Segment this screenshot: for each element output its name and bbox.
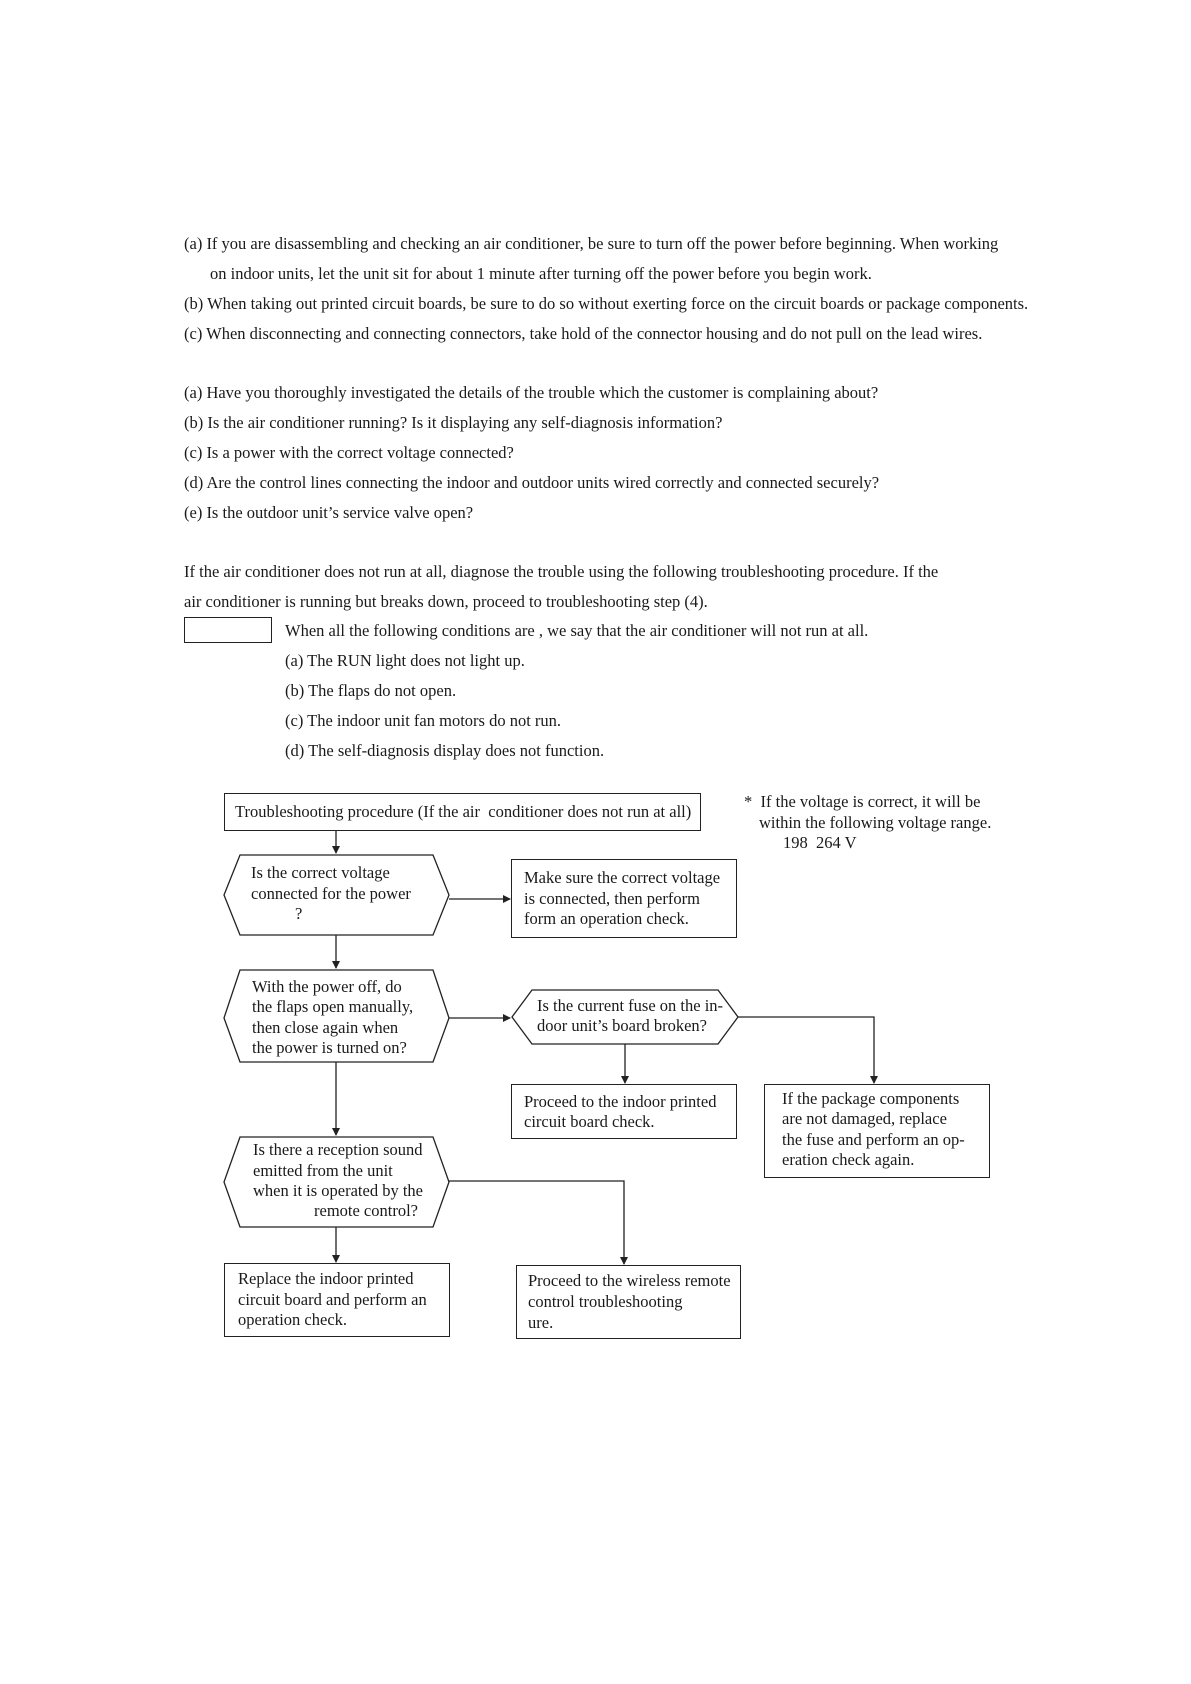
flowchart-title: Troubleshooting procedure (If the air conditioner does not run at all) <box>235 802 692 821</box>
r3a-text: Proceed to the indoor printed <box>524 1092 717 1111</box>
condition-item: (d) The self-diagnosis display does not function. <box>285 741 605 760</box>
q2-text: With the power off, do <box>252 977 402 996</box>
r4b-text: ure. <box>528 1313 554 1332</box>
section1-item-a-line1: (a) If you are disassembling and checking an air conditioner, be sure to turn off the power before beginning. When working <box>184 234 999 253</box>
r3b-text: the fuse and perform an op- <box>782 1130 965 1149</box>
r1-text: Make sure the correct voltage <box>524 868 721 887</box>
r3b-text: If the package components <box>782 1089 960 1108</box>
connector-q3-r3b <box>738 1017 874 1083</box>
condition-item: (a) The RUN light does not light up. <box>285 651 525 670</box>
q4-text: Is there a reception sound <box>253 1140 423 1159</box>
r4a-text: circuit board and perform an <box>238 1290 427 1309</box>
condition-item: (c) The indoor unit fan motors do not run. <box>285 711 562 730</box>
q1-text: connected for the power <box>251 884 411 903</box>
section2-item-c: (c) Is a power with the correct voltage connected? <box>184 443 514 462</box>
q4-text: emitted from the unit <box>253 1161 393 1180</box>
q3-text: door unit’s board broken? <box>537 1016 708 1035</box>
voltage-note-range: 198 264 V <box>783 833 857 852</box>
section1-item-a-line2: on indoor units, let the unit sit for about 1 minute after turning off the power before you begin work. <box>210 264 872 283</box>
q2-text: the flaps open manually, <box>252 997 414 1016</box>
r3b-text: eration check again. <box>782 1150 915 1169</box>
section1-item-c: (c) When disconnecting and connecting connectors, take hold of the connector housing and do not pull on the lead wires. <box>184 324 983 343</box>
r1-text: is connected, then perform <box>524 889 700 908</box>
r3a-text: circuit board check. <box>524 1112 655 1131</box>
section2-item-d: (d) Are the control lines connecting the indoor and outdoor units wired correctly and connected securely? <box>184 473 880 492</box>
connector-q4-r4b <box>449 1181 624 1264</box>
r1-text: form an operation check. <box>524 909 689 928</box>
q2-text: then close again when <box>252 1018 399 1037</box>
voltage-note-line1: * If the voltage is correct, it will be <box>744 792 981 811</box>
r4a-text: Replace the indoor printed <box>238 1269 414 1288</box>
q1-text: ? <box>295 904 303 923</box>
r3b-text: are not damaged, replace <box>782 1109 947 1128</box>
q2-text: the power is turned on? <box>252 1038 407 1057</box>
section2-item-b: (b) Is the air conditioner running? Is it displaying any self-diagnosis information? <box>184 413 723 432</box>
section2-item-a: (a) Have you thoroughly investigated the details of the trouble which the customer is complaining about? <box>184 383 879 402</box>
r4b-text: control troubleshooting <box>528 1292 683 1311</box>
section2-item-e: (e) Is the outdoor unit’s service valve open? <box>184 503 474 522</box>
q4-text: remote control? <box>314 1201 418 1220</box>
voltage-note-line2: within the following voltage range. <box>759 813 992 832</box>
conditions-intro: When all the following conditions are , we say that the air conditioner will not run at all. <box>285 621 869 640</box>
q4-text: when it is operated by the <box>253 1181 423 1200</box>
section3-intro-line1: If the air conditioner does not run at all, diagnose the trouble using the following troubleshooting procedure. If the <box>184 562 939 581</box>
q3-text: Is the current fuse on the in- <box>537 996 724 1015</box>
r4b-text: Proceed to the wireless remote <box>528 1271 731 1290</box>
section3-intro-line2: air conditioner is running but breaks down, proceed to troubleshooting step (4). <box>184 592 708 611</box>
condition-item: (b) The flaps do not open. <box>285 681 457 700</box>
r4a-text: operation check. <box>238 1310 348 1329</box>
section1-item-b: (b) When taking out printed circuit boards, be sure to do so without exerting force on the circuit boards or package components. <box>184 294 1029 313</box>
q1-text: Is the correct voltage <box>251 863 390 882</box>
